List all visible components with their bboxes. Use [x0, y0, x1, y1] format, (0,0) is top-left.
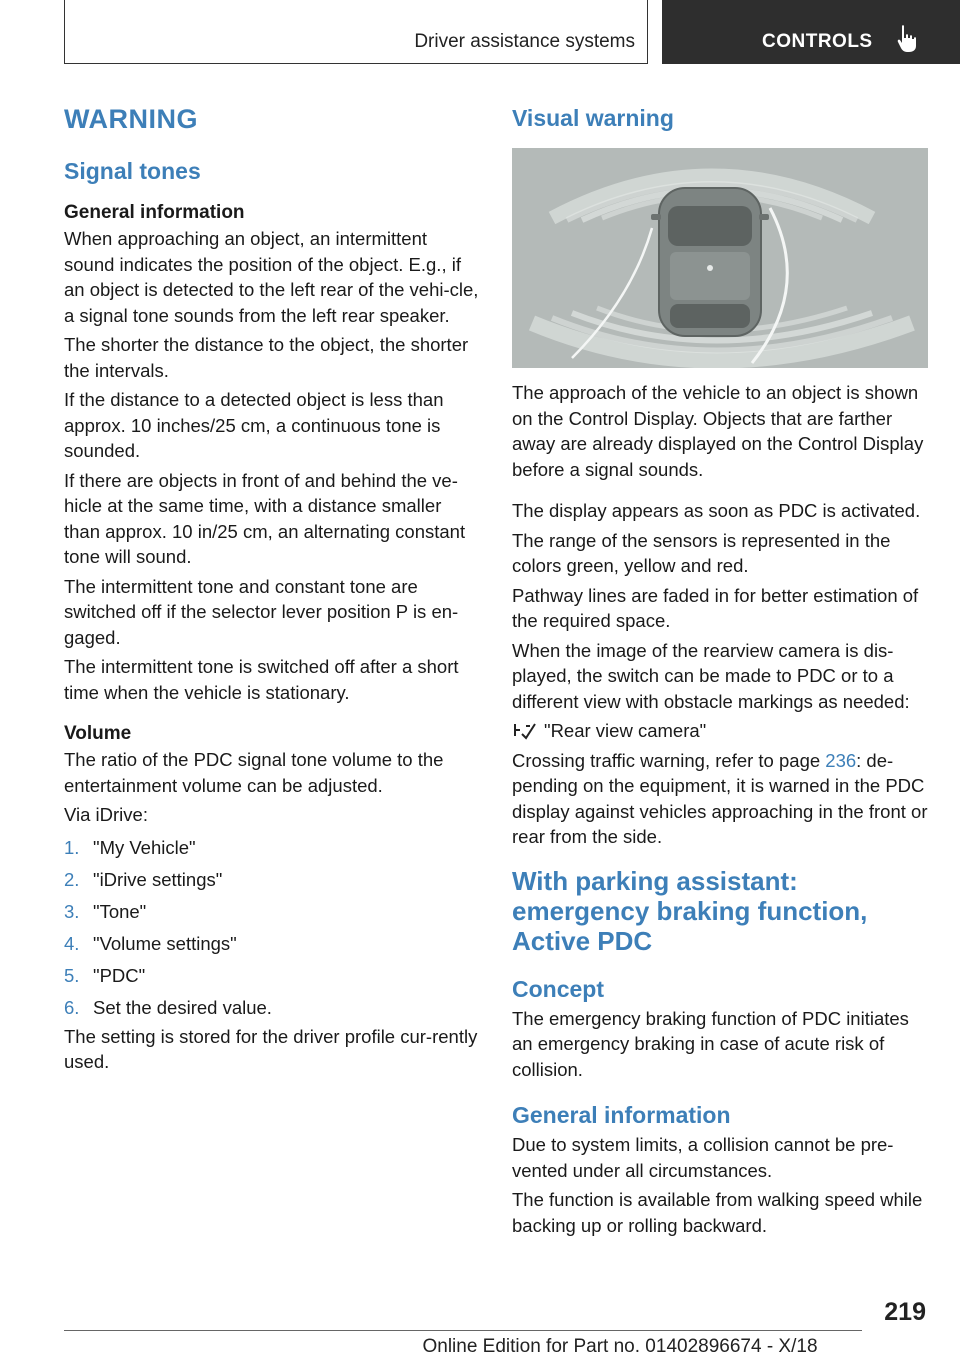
footer-edition-text: Online Edition for Part no. 01402896674 - X/18	[422, 1336, 818, 1357]
header-section-title: Driver assistance systems	[414, 31, 635, 52]
footer-edition	[0, 1336, 960, 1358]
list-item	[64, 960, 480, 992]
concept-heading: Concept	[512, 975, 604, 1002]
paragraph: If there are objects in front of and behind the ve-hicle at the same time, with a distance smaller than approx. 10 in/25 cm, an alternating constant tone will sound.	[64, 469, 466, 567]
paragraph: The intermittent tone and constant tone are switched off if the selector lever position P is en-gaged.	[64, 575, 459, 648]
general-information-subheading: General information	[64, 202, 245, 223]
paragraph: When approaching an object, an intermittent sound indicates the position of the object. E.g., if an object is detected to the left rear of the vehi-cle, a signal tone sounds from the left rear speaker.	[64, 228, 479, 326]
text-segment: Crossing traffic warning, refer to page	[512, 749, 826, 771]
page-number: 219	[884, 1298, 926, 1326]
step-text: "Volume settings"	[93, 932, 237, 954]
footer-divider	[64, 1330, 862, 1331]
paragraph: The ratio of the PDC signal tone volume to the entertainment volume can be adjusted.	[64, 749, 444, 796]
paragraph: Pathway lines are faded in for better estimation of the required space.	[512, 584, 919, 631]
step-text: "My Vehicle"	[93, 836, 196, 858]
step-text: "PDC"	[93, 964, 146, 986]
text-segment: : de-pending on the equipment, it is warned in the PDC display against vehicles approaching in the front or rear from the side.	[512, 749, 928, 847]
step-text: "iDrive settings"	[93, 868, 223, 890]
pdc-display-image	[512, 148, 928, 368]
paragraph: When the image of the rearview camera is dis-played, the switch can be made to PDC or to a different view with obstacle markings as needed:	[512, 639, 910, 712]
rear-view-camera-icon	[512, 720, 538, 740]
list-item	[64, 896, 480, 928]
warning-heading: WARNING	[64, 104, 198, 134]
paragraph: The setting is stored for the driver profile cur-rently used.	[64, 1025, 478, 1072]
paragraph: The approach of the vehicle to an object is shown on the Control Display. Objects that are farther away are already displayed on the Control Display before a signal sounds.	[512, 382, 924, 480]
header-chapter-label: CONTROLS	[762, 31, 873, 52]
step-number: 3.	[64, 900, 80, 922]
header-section-box	[64, 0, 648, 64]
paragraph	[512, 748, 932, 850]
paragraph: The display appears as soon as PDC is activated.	[512, 500, 921, 521]
paragraph: The shorter the distance to the object, the shorter the intervals.	[64, 334, 469, 381]
list-item	[64, 864, 480, 896]
step-text: Set the desired value.	[93, 996, 272, 1018]
rear-view-camera-item	[512, 718, 932, 744]
parking-assistant-heading: With parking assistant: emergency braking function, Active PDC	[512, 865, 868, 956]
volume-subheading: Volume	[64, 723, 132, 744]
idrive-steps-list	[64, 832, 480, 1024]
pdc-car-illustration-icon	[512, 148, 928, 368]
right-column	[512, 100, 932, 1238]
list-item	[64, 992, 480, 1024]
page-reference-link[interactable]: 236	[825, 749, 857, 771]
rear-view-camera-label: "Rear view camera"	[544, 720, 707, 741]
visual-warning-heading: Visual warning	[512, 105, 674, 131]
left-column	[64, 100, 480, 1075]
paragraph: The intermittent tone is switched off after a short time when the vehicle is stationary.	[64, 656, 459, 703]
paragraph: Due to system limits, a collision cannot be pre-vented under all circumstances.	[512, 1134, 894, 1181]
step-number: 4.	[64, 932, 80, 954]
step-text: "Tone"	[93, 900, 147, 922]
list-item	[64, 832, 480, 864]
signal-tones-heading: Signal tones	[64, 158, 201, 184]
step-number: 1.	[64, 836, 80, 858]
list-item	[64, 928, 480, 960]
paragraph: Via iDrive:	[64, 804, 148, 825]
general-information-heading: General information	[512, 1102, 731, 1128]
header-chapter-tab	[662, 0, 960, 64]
paragraph: The range of the sensors is represented in the colors green, yellow and red.	[512, 529, 891, 576]
paragraph: If the distance to a detected object is less than approx. 10 inches/25 cm, a continuous tone is sounded.	[64, 389, 444, 461]
paragraph: The function is available from walking speed while backing up or rolling backward.	[512, 1189, 923, 1236]
step-number: 5.	[64, 964, 80, 986]
step-number: 6.	[64, 996, 80, 1018]
pointing-hand-icon	[896, 24, 920, 54]
step-number: 2.	[64, 868, 80, 890]
paragraph: The emergency braking function of PDC initiates an emergency braking in case of acute risk of collision.	[512, 1007, 909, 1080]
